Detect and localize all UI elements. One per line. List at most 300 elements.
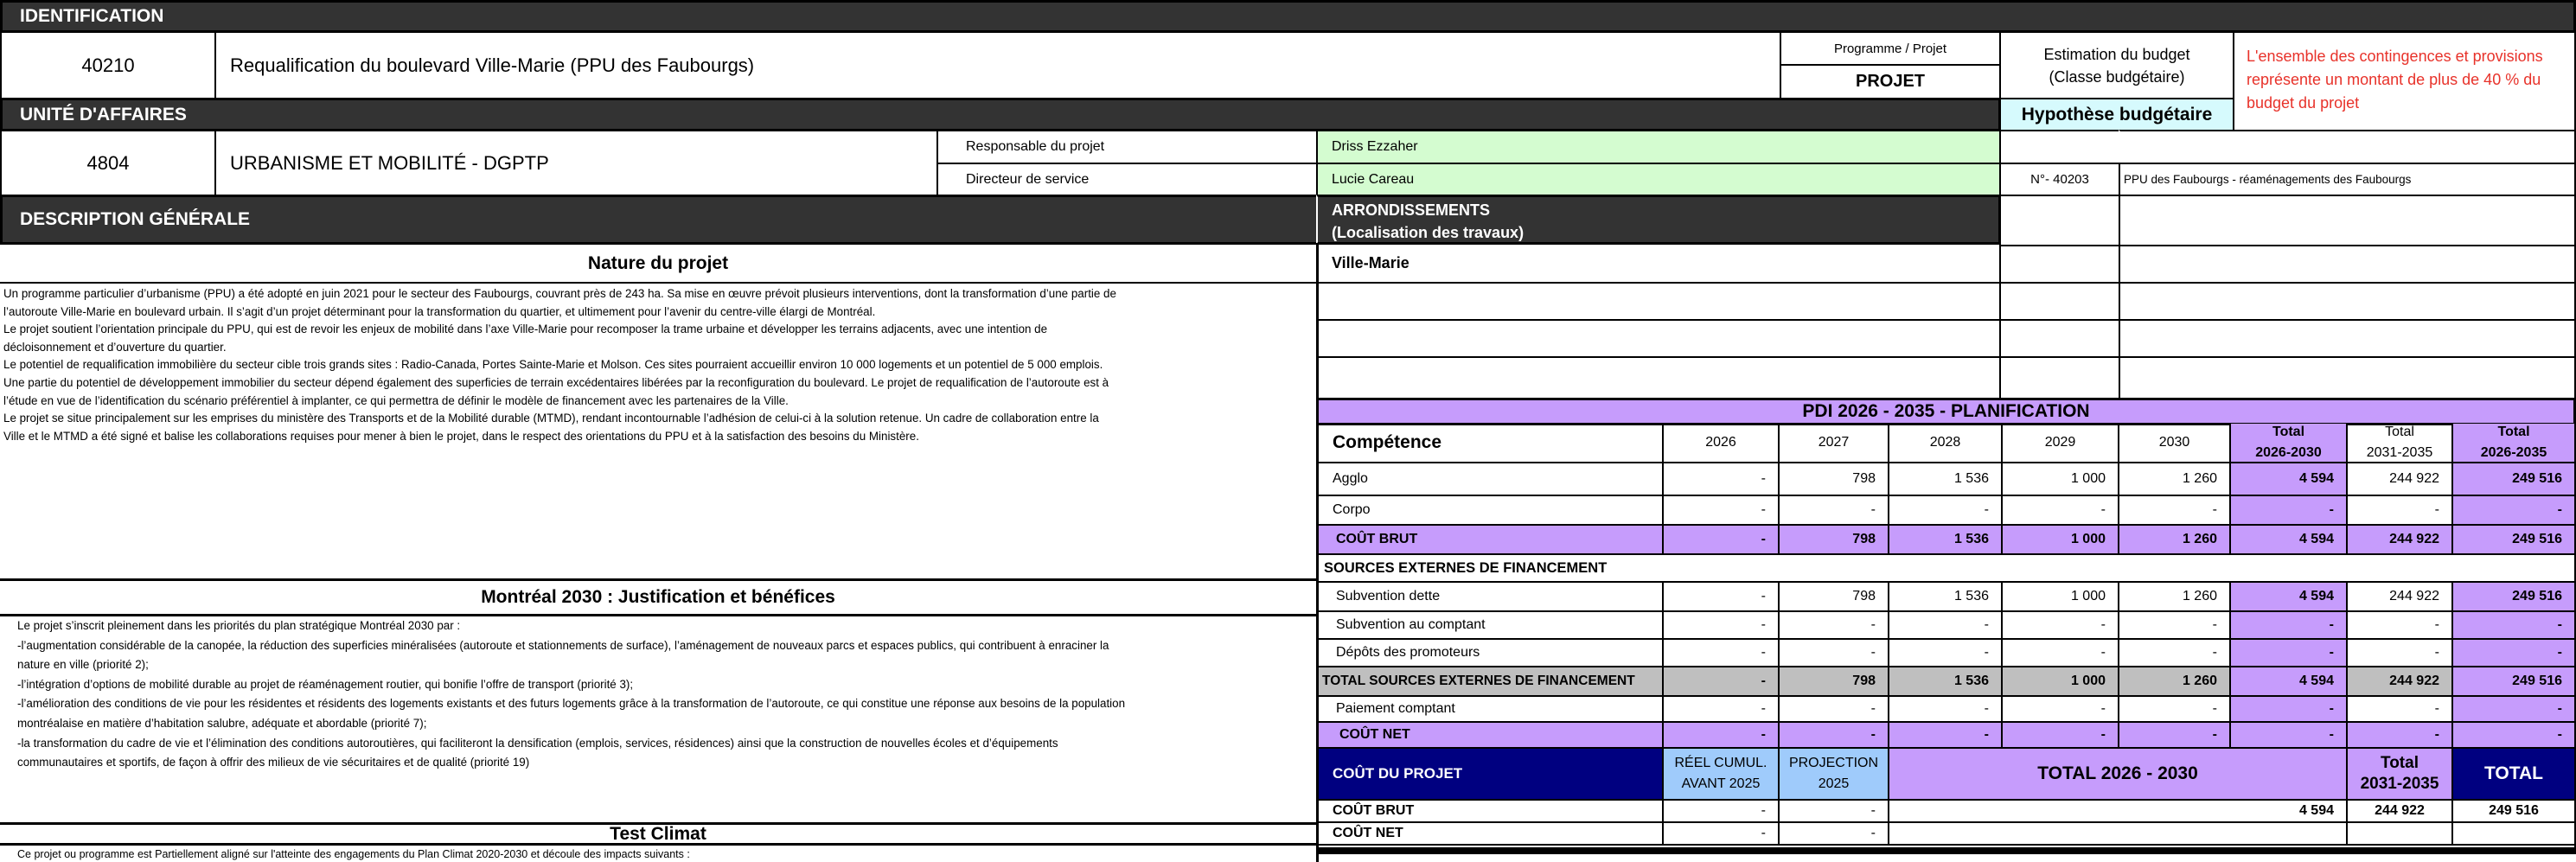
value-cell-text: 4 594 <box>2298 471 2334 486</box>
total-2026-2030-header-text: Total <box>2272 425 2305 439</box>
value-cell <box>2119 463 2231 496</box>
value-cell <box>1664 612 1780 640</box>
business-unit-title: UNITÉ D'AFFAIRES <box>20 104 187 125</box>
project-cost-title-text: COÛT DU PROJET <box>1333 765 1463 782</box>
paragraph-line: Un programme particulier d’urbanisme (PPU) a été adopté en juin 2021 pour le secteur des Faubourgs, couvrant près de 243 ha. Sa mise en œuvre prévoit plusieurs interventions, dont la transformation d’une partie de <box>3 287 1116 300</box>
value-cell-text: 1 260 <box>2182 674 2217 688</box>
value-cell <box>2453 463 2576 496</box>
program-type-value <box>1780 64 2001 99</box>
row-label <box>1316 697 1664 723</box>
value-cell <box>2003 612 2119 640</box>
value-cell <box>2003 463 2119 496</box>
description-header <box>0 195 1319 245</box>
value-cell-text: 1 260 <box>2182 589 2217 603</box>
row-label-text: Subvention dette <box>1336 589 1441 603</box>
unit-number-text: 4804 <box>86 151 130 174</box>
total-2031-2035-header <box>2348 424 2453 463</box>
value-cell-text: - <box>2212 645 2217 660</box>
value-cell <box>1664 583 1780 612</box>
value-cell-text: - <box>2434 617 2439 632</box>
value-cell-text: - <box>2557 701 2562 716</box>
justification-title-text: Montréal 2030 : Justification et bénéfices <box>481 587 835 607</box>
unit-number <box>0 130 216 196</box>
value-cell-text: - <box>2212 502 2217 517</box>
value-cell-text: 1 000 <box>2070 674 2106 688</box>
value-cell <box>1664 697 1780 723</box>
cost-row-label-text: COÛT NET <box>1333 826 1403 840</box>
actual-before-2025-header-text: RÉEL CUMUL. <box>1674 756 1767 770</box>
total-2031-2035-header-text: Total <box>2385 425 2414 439</box>
value-cell <box>1889 583 2003 612</box>
value-cell-text: 249 516 <box>2512 532 2562 546</box>
competence-header <box>1316 424 1664 463</box>
cost-total-2031-2035 <box>2348 801 2453 823</box>
total-2031-2035-cost-header <box>2348 749 2453 801</box>
value-cell-text: - <box>2557 502 2562 517</box>
paragraph-line: Le projet s’inscrit pleinement dans les priorités du plan stratégique Montréal 2030 par : <box>17 619 461 632</box>
paragraph-line: Le projet se situe principalement sur les emprises du ministère des Transports et de la Mobilité durable (MTMD), rendant incontournable l’adhésion de celui-ci à la solution retenue. Un cadre de collaboration entre la <box>3 412 1099 425</box>
cost-total <box>2453 823 2576 846</box>
program-type-label <box>1780 31 2001 66</box>
value-cell <box>1780 640 1889 667</box>
value-cell <box>2231 697 2348 723</box>
paragraph-line: -l’intégration d’options de mobilité durable au projet de réaménagement routier, qui bonifie l’offre de transport (priorité 3); <box>17 677 634 691</box>
paragraph-line: Le projet soutient l’orientation principale du PPU, qui est de revoir les enjeux de mobilité dans l’axe Ville-Marie pour recomposer la trame urbaine et développer les terrains adjacents, avec une intention de <box>3 322 1048 336</box>
linked-project-number <box>1999 356 2120 399</box>
value-cell-text: - <box>1984 502 1989 517</box>
row-label <box>1316 612 1664 640</box>
value-cell-text: 4 594 <box>2298 674 2334 688</box>
year-header <box>1664 424 1780 463</box>
value-cell <box>1780 526 1889 555</box>
paragraph-line: -l’amélioration des conditions de vie pour les résidentes et résidents des logements existants et des futurs logements grâce à la transformation de l’autoroute, ce qui constitue une réponse aux besoins de la population <box>17 697 1126 711</box>
climate-text-content: Ce projet ou programme est Partiellement aligné sur l'atteinte des engagements du Plan Climat 2020-2030 et découle des impacts suivants : <box>17 848 690 860</box>
value-cell <box>2231 526 2348 555</box>
value-cell <box>1889 463 2003 496</box>
program-type-value-text: PROJET <box>1855 72 1926 91</box>
row-label <box>1316 496 1664 526</box>
borough-item-text: Ville-Marie <box>1332 254 1409 271</box>
value-cell <box>1780 612 1889 640</box>
justification-text <box>17 616 1314 773</box>
value-cell-text: - <box>2100 617 2106 632</box>
linked-project-comment <box>2119 163 2576 196</box>
description-title: DESCRIPTION GÉNÉRALE <box>20 209 251 229</box>
value-cell <box>2453 612 2576 640</box>
linked-project-number-text: N°- 40203 <box>2030 172 2089 187</box>
project-title <box>214 31 1781 99</box>
value-cell <box>1889 640 2003 667</box>
row-label-text: Corpo <box>1333 502 1371 517</box>
contingency-note <box>2233 31 2576 131</box>
value-cell <box>1664 640 1780 667</box>
value-cell-text: - <box>1984 727 1989 742</box>
paragraph-line: nature en ville (priorité 2); <box>17 658 149 672</box>
value-cell-text: 1 536 <box>1953 674 1989 688</box>
year-header <box>2003 424 2119 463</box>
cost-projection-text: - <box>1870 826 1876 840</box>
year-header-text: 2030 <box>2158 435 2190 450</box>
value-cell-text: 249 516 <box>2512 471 2562 486</box>
value-cell-text: - <box>2100 645 2106 660</box>
project-manager-label <box>936 130 1318 164</box>
value-cell <box>1889 723 2003 749</box>
external-sources-title-text: SOURCES EXTERNES DE FINANCEMENT <box>1324 559 1608 576</box>
value-cell-text: 798 <box>1852 674 1876 688</box>
service-director-field[interactable] <box>1316 163 2001 196</box>
value-cell-text: - <box>2212 617 2217 632</box>
cost-row-label <box>1316 801 1664 823</box>
value-cell-text: 244 922 <box>2389 532 2439 546</box>
value-cell-text: - <box>2434 502 2439 517</box>
value-cell-text: - <box>1870 727 1876 742</box>
value-cell <box>2348 526 2453 555</box>
value-cell <box>1889 667 2003 697</box>
cost-total-2031-2035-text: 244 922 <box>2375 803 2425 818</box>
year-header <box>2119 424 2231 463</box>
value-cell-text: - <box>2434 645 2439 660</box>
year-header-text: 2026 <box>1705 435 1736 450</box>
value-cell <box>1889 612 2003 640</box>
linked-project-number <box>1999 282 2120 321</box>
row-label-text: TOTAL SOURCES EXTERNES DE FINANCEMENT <box>1322 674 1635 688</box>
total-2026-2030-header <box>2231 424 2348 463</box>
value-cell <box>2119 667 2231 697</box>
value-cell-text: 1 000 <box>2070 589 2106 603</box>
project-manager-field[interactable] <box>1316 130 2001 164</box>
value-cell-text: 4 594 <box>2298 589 2334 603</box>
value-cell <box>1780 697 1889 723</box>
value-cell <box>1664 723 1780 749</box>
value-cell <box>2453 526 2576 555</box>
value-cell-text: 249 516 <box>2512 589 2562 603</box>
row-label <box>1316 667 1664 697</box>
climate-title <box>0 822 1316 846</box>
value-cell <box>2119 526 2231 555</box>
row-label <box>1316 640 1664 667</box>
row-label-text: COÛT NET <box>1339 727 1410 742</box>
service-director-label-text: Directeur de service <box>966 171 1090 187</box>
value-cell <box>2453 697 2576 723</box>
actual-before-2025-header <box>1664 749 1780 801</box>
row-label-text: COÛT BRUT <box>1336 532 1418 546</box>
linked-project-comment <box>2119 282 2576 321</box>
value-cell-text: - <box>2329 701 2334 716</box>
value-cell-text: - <box>2329 617 2334 632</box>
value-cell-text: - <box>2434 727 2439 742</box>
business-unit-header <box>0 98 2001 131</box>
value-cell <box>2003 640 2119 667</box>
linked-project-number <box>1999 163 2120 196</box>
boroughs-header-line2: (Localisation des travaux) <box>1332 224 1525 241</box>
value-cell <box>2348 583 2453 612</box>
value-cell-text: - <box>2557 617 2562 632</box>
program-type-label-text: Programme / Projet <box>1833 41 1947 56</box>
value-cell-text: 1 536 <box>1953 532 1989 546</box>
service-director-value: Lucie Careau <box>1332 171 1415 187</box>
nature-text <box>3 285 1314 445</box>
value-cell-text: 244 922 <box>2389 674 2439 688</box>
borough-item <box>1316 319 2001 358</box>
paragraph-line: Le potentiel de requalification immobilière du secteur cible trois grands sites : Radio-Canada, Portes Sainte-Marie et Molson. Ces sites pourraient accueillir environ 10 000 logements et un potentiel de 5 000 emplois. <box>3 358 1103 372</box>
paragraph-line: montréalaise en matière d’habitation salubre, adéquate et abordable (priorité 7); <box>17 716 427 730</box>
value-cell <box>2003 723 2119 749</box>
year-header-text: 2027 <box>1818 435 1850 450</box>
cost-total-2026-2030 <box>1889 801 2348 823</box>
climate-text <box>17 846 1314 862</box>
value-cell-text: - <box>1870 645 1876 660</box>
value-cell-text: - <box>1761 701 1766 716</box>
value-cell-text: 249 516 <box>2512 674 2562 688</box>
cost-projection-text: - <box>1870 803 1876 818</box>
value-cell <box>1889 496 2003 526</box>
linked-project-comment <box>2119 195 2576 246</box>
value-cell <box>2348 463 2453 496</box>
value-cell-text: - <box>2329 502 2334 517</box>
value-cell-text: 244 922 <box>2389 471 2439 486</box>
linked-projects-header <box>1999 130 2120 164</box>
project-manager-value: Driss Ezzaher <box>1332 139 1418 154</box>
paragraph-line: -la transformation du cadre de vie et l’élimination des conditions autoroutières, qui faciliteront la densification (emplois, services, résidences) ainsi que la construction de nouvelles écoles et d’équipements <box>17 736 1058 750</box>
value-cell-text: 798 <box>1852 532 1876 546</box>
total-2026-2030-cost-header <box>1889 749 2348 801</box>
cost-total-2026-2030 <box>1889 823 2348 846</box>
cost-row-label-text: COÛT BRUT <box>1333 803 1415 818</box>
table-bottom-spacer <box>1316 846 2576 854</box>
cost-actual-text: - <box>1761 826 1766 840</box>
value-cell-text: - <box>1984 617 1989 632</box>
paragraph-line: Une partie du potentiel de développement immobilier du secteur dépend également des superficies de terrain excédentaires libérées par la reconfiguration du boulevard. Le projet de requalification de l’autoroute est à <box>3 375 1109 389</box>
row-label-text: Paiement comptant <box>1336 701 1455 716</box>
value-cell-text: - <box>1870 617 1876 632</box>
row-label <box>1316 463 1664 496</box>
linked-project-number <box>1999 319 2120 358</box>
cost-row-label <box>1316 823 1664 846</box>
climate-title-text: Test Climat <box>610 823 706 844</box>
value-cell-text: - <box>1761 645 1766 660</box>
cost-actual <box>1664 801 1780 823</box>
project-manager-label-text: Responsable du projet <box>966 139 1105 154</box>
value-cell <box>2003 496 2119 526</box>
value-cell <box>1889 697 2003 723</box>
value-cell <box>2119 496 2231 526</box>
value-cell <box>2003 526 2119 555</box>
projection-2025-header <box>1780 749 1889 801</box>
linked-project-comment-text: PPU des Faubourgs - réaménagements des Faubourgs <box>2124 173 2412 186</box>
total-2031-2035-cost-header-text: Total <box>2381 754 2419 772</box>
justification-title <box>0 578 1316 616</box>
value-cell-text: - <box>1761 674 1766 688</box>
value-cell <box>2119 697 2231 723</box>
year-header <box>1889 424 2003 463</box>
budget-class <box>1999 98 2234 131</box>
value-cell-text: - <box>2329 645 2334 660</box>
linked-project-comment <box>2119 356 2576 399</box>
cost-total-text: 249 516 <box>2489 803 2539 818</box>
budget-estimate-line1: Estimation du budget <box>2043 45 2190 63</box>
cost-projection <box>1780 823 1889 846</box>
value-cell <box>2119 583 2231 612</box>
service-director-label <box>936 163 1318 196</box>
value-cell-text: - <box>1761 589 1766 603</box>
paragraph-line: Ville et le MTMD a été signé et balise les collaborations requises pour mener à bien le projet, dans le respect des orientations du PPU et à la satisfaction des besoins du Ministère. <box>3 429 919 443</box>
project-number <box>0 31 216 99</box>
paragraph-line: l’autoroute Ville-Marie en boulevard urbain. Il s’agit d’un projet déterminant pour la transformation du quartier, et ultimement pour l’avenir du centre-ville élargi de Montréal. <box>3 304 876 318</box>
budget-estimate-line2: (Classe budgétaire) <box>2049 67 2185 86</box>
external-sources-title <box>1316 555 2576 583</box>
paragraph-line: l’étude en vue de l’identification du scénario préférentiel à implanter, ce qui permettra de définir le modèle de financement avec les partenaires de la Ville. <box>3 393 789 407</box>
cost-projection <box>1780 801 1889 823</box>
value-cell <box>2348 612 2453 640</box>
value-cell <box>2119 723 2231 749</box>
cost-actual-text: - <box>1761 803 1766 818</box>
value-cell-text: - <box>2557 645 2562 660</box>
row-label-text: Subvention au comptant <box>1336 617 1486 632</box>
cost-total <box>2453 801 2576 823</box>
value-cell-text: - <box>1761 617 1766 632</box>
value-cell-text: 1 000 <box>2070 471 2106 486</box>
linked-project-comment <box>2119 319 2576 358</box>
year-header-text: 2028 <box>1929 435 1961 450</box>
value-cell <box>1780 583 1889 612</box>
value-cell <box>2231 496 2348 526</box>
value-cell-text: 1 536 <box>1953 589 1989 603</box>
value-cell-text: - <box>1984 645 1989 660</box>
cost-actual <box>1664 823 1780 846</box>
value-cell <box>2453 667 2576 697</box>
paragraph-line: communautaires et sportifs, de façon à offrir des milieux de vie sécuritaires et de qualité (priorité 19) <box>17 756 530 769</box>
value-cell-text: - <box>2212 701 2217 716</box>
year-header <box>1780 424 1889 463</box>
paragraph-line: -l’augmentation considérable de la canopée, la réduction des superficies minéralisées (autoroute et stationnements de surface), l’aménagement de nouveaux parcs et espaces publics, qui contribuent à enraciner la <box>17 638 1109 652</box>
value-cell-text: - <box>2329 727 2334 742</box>
borough-item <box>1316 243 2001 284</box>
value-cell-text: 244 922 <box>2389 589 2439 603</box>
value-cell-text: 1 260 <box>2182 471 2217 486</box>
value-cell-text: 4 594 <box>2298 532 2334 546</box>
value-cell-text: 1 260 <box>2182 532 2217 546</box>
total-2026-2030-header-text: 2026-2030 <box>2255 445 2322 460</box>
value-cell <box>2119 612 2231 640</box>
value-cell <box>2453 496 2576 526</box>
competence-header-text: Compétence <box>1333 432 1442 452</box>
project-cost-title <box>1316 749 1664 801</box>
unit-name-text: URBANISME ET MOBILITÉ - DGPTP <box>230 151 549 174</box>
value-cell <box>2348 697 2453 723</box>
nature-title <box>0 245 1316 284</box>
project-title-text: Requalification du boulevard Ville-Marie (PPU des Faubourgs) <box>230 54 755 76</box>
total-cost-header <box>2453 749 2576 801</box>
value-cell-text: 1 000 <box>2070 532 2106 546</box>
value-cell <box>1664 463 1780 496</box>
value-cell <box>2231 667 2348 697</box>
total-2026-2035-header-text: 2026-2035 <box>2480 445 2547 460</box>
value-cell <box>2231 583 2348 612</box>
total-cost-header-text: TOTAL <box>2483 763 2544 783</box>
contingency-note-text: L'ensemble des contingences et provisions représente un montant de plus de 40 % du budget du projet <box>2247 48 2543 112</box>
row-label <box>1316 526 1664 555</box>
value-cell <box>2003 583 2119 612</box>
row-label <box>1316 723 1664 749</box>
value-cell-text: - <box>2434 701 2439 716</box>
cost-total-2026-2030-text: 4 594 <box>2298 803 2334 818</box>
value-cell-text: - <box>2100 727 2106 742</box>
value-cell-text: - <box>2100 701 2106 716</box>
value-cell <box>1664 496 1780 526</box>
value-cell-text: 798 <box>1852 471 1876 486</box>
value-cell <box>1780 667 1889 697</box>
cost-total-2031-2035 <box>2348 823 2453 846</box>
linked-project-number <box>1999 195 2120 246</box>
project-number-text: 40210 <box>81 54 135 76</box>
value-cell <box>2348 667 2453 697</box>
year-header-text: 2029 <box>2044 435 2076 450</box>
linked-project-number <box>1999 245 2120 284</box>
value-cell <box>1780 496 1889 526</box>
comments-header <box>2119 130 2576 164</box>
paragraph-line: décloisonnement et d’ouverture du quartier. <box>3 340 227 354</box>
value-cell <box>2348 723 2453 749</box>
value-cell <box>2231 640 2348 667</box>
total-2031-2035-cost-header-text: 2031-2035 <box>2360 775 2439 793</box>
identification-title: IDENTIFICATION <box>20 6 164 26</box>
value-cell <box>2453 723 2576 749</box>
projection-2025-header-text: 2025 <box>1818 776 1850 791</box>
total-2026-2035-header <box>2453 424 2576 463</box>
budget-class-text: Hypothèse budgétaire <box>2021 104 2213 125</box>
value-cell-text: - <box>1870 502 1876 517</box>
value-cell-text: - <box>1761 532 1766 546</box>
comments-header-text: Commentaires <box>2298 139 2396 154</box>
row-label <box>1316 583 1664 612</box>
borough-item <box>1316 356 2001 399</box>
boroughs-header <box>1316 195 2001 245</box>
value-cell <box>2453 583 2576 612</box>
value-cell <box>2231 612 2348 640</box>
row-label-text: Dépôts des promoteurs <box>1336 645 1480 660</box>
boroughs-header-line1: ARRONDISSEMENTS <box>1332 201 1491 219</box>
value-cell-text: - <box>1984 701 1989 716</box>
budget-estimate-label <box>1999 31 2234 99</box>
value-cell <box>2003 697 2119 723</box>
value-cell <box>2003 667 2119 697</box>
value-cell-text: - <box>1761 471 1766 486</box>
value-cell-text: 1 536 <box>1953 471 1989 486</box>
value-cell <box>1664 667 1780 697</box>
value-cell <box>2231 463 2348 496</box>
borough-item <box>1316 282 2001 321</box>
value-cell <box>1780 723 1889 749</box>
value-cell <box>1780 463 1889 496</box>
value-cell <box>2453 640 2576 667</box>
identification-header <box>0 0 2576 33</box>
unit-name <box>214 130 938 196</box>
value-cell-text: - <box>2212 727 2217 742</box>
value-cell-text: - <box>2557 727 2562 742</box>
value-cell-text: 798 <box>1852 589 1876 603</box>
value-cell <box>2119 640 2231 667</box>
value-cell-text: - <box>1761 502 1766 517</box>
value-cell <box>1889 526 2003 555</box>
linked-project-comment <box>2119 245 2576 284</box>
projection-2025-header-text: PROJECTION <box>1788 756 1879 770</box>
value-cell <box>2348 496 2453 526</box>
value-cell-text: - <box>1870 701 1876 716</box>
total-2026-2030-cost-header-text: TOTAL 2026 - 2030 <box>2037 763 2198 783</box>
value-cell <box>2348 640 2453 667</box>
pdi-title-text: PDI 2026 - 2035 - PLANIFICATION <box>1802 401 2090 421</box>
value-cell <box>1664 526 1780 555</box>
